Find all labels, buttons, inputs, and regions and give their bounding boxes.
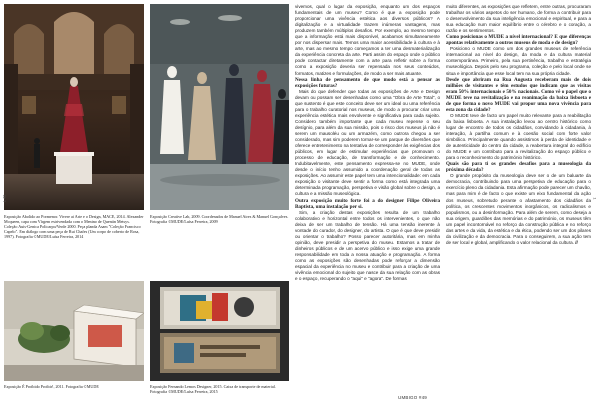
photo-exhibition-hall	[4, 4, 144, 210]
photo-transport-box	[150, 281, 289, 381]
paragraph: Mais do que defender que todas as exposições de Arte e Design devam ou possam ser desenhadas como uma "Obra de Arte Total", o que sustento é que este conceito deve ser um ideal ou uma referência para o trabalho curatorial nos museus, de modo a procurar criar uma experiência estética mais envolvente e significativa para cada sujeito. Considero também importante que cada museu repense o seu desígnio, para além da sua missão, pois o risco dos museus já não é serem um mausoléu ou um armazém, como outrora chegou a ser considerado, mas sim poderem tornar-se um parque de diversões que oferece entretenimento na tentativa de corresponder às exigências dos públicos, em lugar de estimular experiências que promovam o processo de educação, de transformação e de conhecimento. Indubitavelmente, este pensamento expressa-se no MUDE, onde desde o início tenho assumido a coordenação geral de todas as exposições. Ao assumir este papel tem uma intencionalidade: em cada exposição o visitante deve sentir a forma como está integrada uma determinada programação, perspetiva e visão global sobre o design, a cultura e a missão museológica.	[295, 88, 440, 197]
folio-left-marker: L 42	[1, 194, 7, 203]
paragraph-text: O grande propósito da museologia deve ser o de um baluarte da democracia, contribuindo para uma perspetiva de educação para o exercício pleno da cidadania. Esta afirmação pode parecer um chavão, mas para mim é de facto o que existe um eixo fundamental da ação dos museus, sobretudo perante o afastamento dos cidadãos da política, os crescentes movimentos inorgânicos, os radicalismos e populismos, ou a desinformação. Para além de serem, como deseja a sua origem, guardiões das memórias e do património, os museus têm um papel incontornável no reforço da construção pública e no reforço das artes e da vida, da estética e da ética, podendo ser um dos pilares da civilização e da democracia. Para o conseguirem, a sua ação tem de ser local e global, amplificando o valor relacional da cultura.	[446, 173, 591, 245]
paragraph: Sim, a criação destas exposições resulta de um trabalho colaborativo e horizontal entre todos os intervenientes, o que não deixa de ser um trabalho de tensão. Há uma tensão inerente à vontade do curador, do designer, do artista. O que é que deve presidir ou orientar o trabalho? Posso parecer autoritária, mas em minha opinião, deve presidir a perspetiva do museu. Estamos a tratar de dinheiros públicos e de um acervo público e isso exige uma grande responsabilidade em toda a nossa atuação e programação. A forma como as exposições são desenhadas pode reforçar a dimensão espacial da experiência no museu e contribuir para a criação de uma vivência emocional do sujeito que nasce da sua relação com as obras e o espaço, recuperando o "aqui" e "agora". De formas	[295, 209, 440, 282]
photo-exhibit-case	[4, 281, 144, 381]
paragraph: muito diferentes, as exposições que refletem, entre outras, procuraram trabalhar os vários aspetos do ser humano, de forma a contribuir para o desenvolvimento da sua inteligência emocional e espiritual, e para a sua educação num maior equilíbrio entre o cérebro e o coração, a razão e os sentimentos.	[446, 4, 591, 34]
text-column-right	[446, 4, 591, 398]
caption-photo-3: Exposição É Proibido Proibir!, 2011. Fotografia ©MUDE	[4, 384, 99, 389]
interview-question: Outra exposição muito forte foi a do designer Filipe Oliveira Baptista, uma instalação per si.	[295, 197, 440, 210]
interview-question: Desde que abriram na Rua Augusta receberam mais de dois milhões de visitantes e têm estudos que indicam que as visitas eram 50% internacionais e 50% nacionais. Como vê o papel que o MUDE teve na revitalização e na reanimação da baixa lisboeta e de que forma o novo MUDE vai propor uma nova vivência para esta zona da cidade?	[446, 76, 591, 113]
paragraph: Posiciono o MUDE como um dos grandes museus de referência internacional ao nível do design, da moda e da cultura material contemporânea. Primeiro, pela sua pertinência, trabalho e estratégia museológica. Depois pelo seu programa, coleção e pelo local onde se situa e importância que esse local tem na sua própria cidade.	[446, 46, 591, 76]
page-folio: UMBIGO #49	[398, 395, 428, 400]
page-right-marker: 1	[592, 197, 598, 200]
interview-question: Quais são para ti os grandes desafios para a museologia da próxima década?	[446, 161, 591, 174]
caption-photo-2: Exposição Creative Lab, 2009. Coordenados de Manuel Aires & Manuel Gonçalves. Fotografia ©MUDE/Luísa Ferreira, 2009	[150, 214, 289, 225]
caption-photo-4: Exposição Fernando Lemos Designer, 2015. Caixa de transporte de material. Fotografia ©MUDE/Luísa Ferreira, 2015	[150, 384, 276, 395]
paragraph: vivemos, qual o lugar da exposição, enquanto um dos espaços fundamentais de um museu? Como é que a exposição pode proporcionar uma vivência estética aos diversos públicos? A digitalização e a virtualidade trazem inúmeras vantagens, mas produzem também múltiplos desafios. Por exemplo, ao mesmo tempo que a informação está mais disponível, acabamos simultaneamente por nos dispersar mais. Temos uma maior acessibilidade à cultura e à arte, mas ao mesmo tempo começamos a ter uma desmaterialização da experiência concreta da arte. Parti assim do espaço onde o público pode contactar diretamente com a arte para refletir sobre a forma como a exposição deveria ser repensada nos seus conteúdos, formatos, matizes e formulações, de modo a ser mais atuante.	[295, 4, 440, 76]
interview-question: Nessa linha de pensamento de que modo está a pensar as exposições futuras?	[295, 76, 440, 89]
paragraph	[446, 173, 591, 246]
end-mark: //	[575, 239, 578, 245]
interview-question: Como posicionas o MUDE a nível internacional? E que diferenças apontas relativamente a outros museus de moda e de design?	[446, 34, 591, 47]
caption-photo-1: Exposição Abolido ao Pormenor. Vivere ai Arte e o Design, MACE, 2014. Alexander Mcqueen, capa com Vírgem estrivendada com o Menino de Quentin Metsys. Coleção Auis-Genica Policarpo/Verde 2000. Peça planda Asam "Coleção Francisco Capelo". Em diálogo com uma peça de Rui Chafes (Um corpo de coberto de Rosa, 1997). Fotografia ©MUDE/Luísa Ferreira, 2014	[4, 214, 144, 240]
text-column-middle	[295, 4, 440, 398]
paragraph: O MUDE teve de facto um papel muito relevante para a reabilitação da baixa lisboeta. A sua instalação levou ao centro histórico como lugar de encontro de todos os cidadãos, convidando à cidadania, à interação, à partilha comum e à coesão social com forte valor simbólico. Principalmente quando assistimos à perda de identidade e de autenticidade do centro da cidade, a reabertura integral do edifício do MUDE e um contributo para a revitalização do espaço público e para o reconhecimento do património histórico.	[446, 112, 591, 161]
photo-mannequins	[150, 4, 289, 210]
